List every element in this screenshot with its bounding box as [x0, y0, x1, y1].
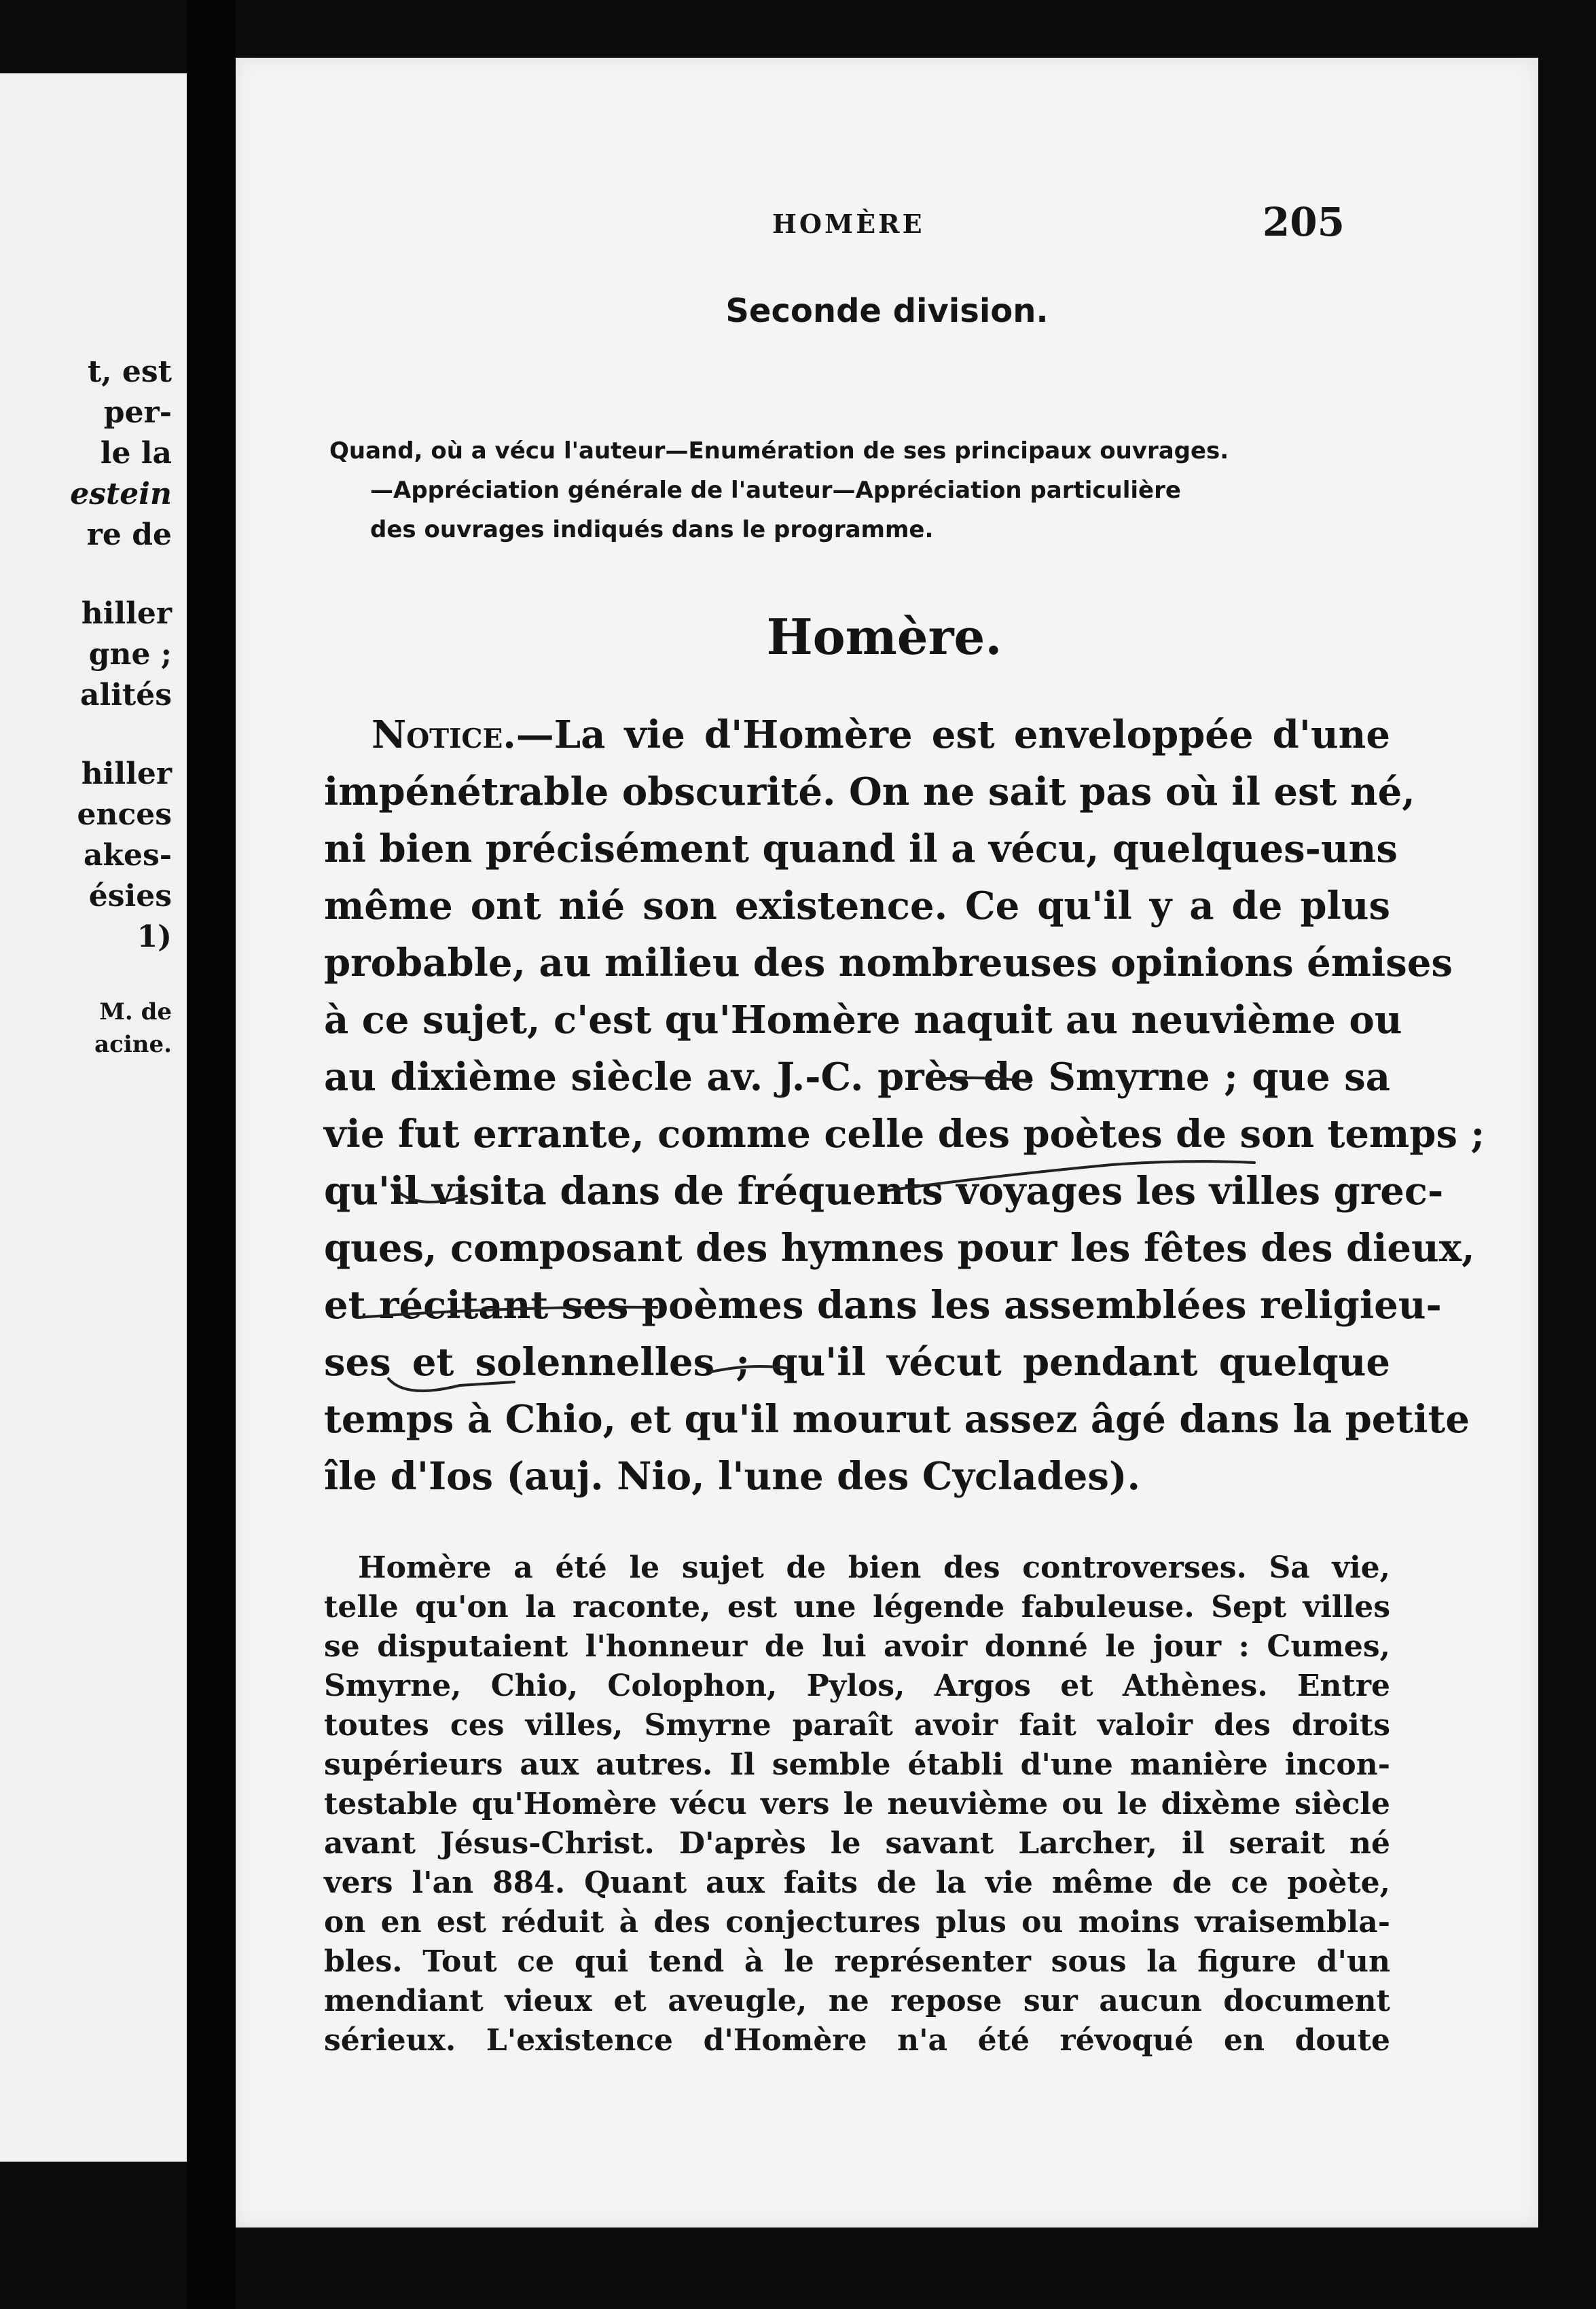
left-fragment-line: akes-	[83, 838, 172, 873]
section-outline	[329, 431, 1392, 549]
notice-line: probable, au milieu des nombreuses opinions émises	[324, 941, 1453, 985]
notice-line: à ce sujet, c'est qu'Homère naquit au neuvième ou	[324, 998, 1402, 1042]
section-title: Homère.	[766, 608, 1002, 666]
left-fragment-line: gne ;	[88, 637, 172, 672]
book-gutter	[187, 0, 236, 2309]
left-fragment-line: ésies	[88, 879, 172, 913]
division-title: Seconde division.	[725, 292, 1049, 330]
note-line: testable qu'Homère vécu vers le neuvième ou le dixème siècle	[324, 1787, 1390, 1821]
left-fragment-line: acine.	[94, 1031, 172, 1058]
notice-line: vie fut errante, comme celle des poètes de son temps ;	[324, 1112, 1485, 1157]
note-line: vers l'an 884. Quant aux faits de la vie même de ce poète,	[324, 1866, 1390, 1900]
notice-line-text: —La vie d'Homère est enveloppée d'une	[515, 712, 1390, 757]
notice-heading: Notice.	[371, 712, 516, 757]
note-line: telle qu'on la raconte, est une légende fabuleuse. Sept villes	[324, 1590, 1390, 1624]
outline-line: Quand, où a vécu l'auteur—Enumération de ses principaux ouvrages.	[329, 437, 1229, 465]
notice-line: impénétrable obscurité. On ne sait pas où il est né,	[324, 769, 1415, 814]
left-fragment-line: re de	[86, 517, 172, 552]
notice-line: au dixième siècle av. J.-C. près de Smyrne ; que sa	[324, 1055, 1390, 1099]
note-line: Homère a été le sujet de bien des controverses. Sa vie,	[358, 1550, 1390, 1585]
left-fragment-line: t, est	[87, 354, 172, 389]
note-line: toutes ces villes, Smyrne paraît avoir fait valoir des droits	[324, 1708, 1390, 1743]
left-fragment-line: hiller	[81, 757, 172, 791]
left-fragment-line: le la	[100, 436, 172, 471]
note-line: bles. Tout ce qui tend à le représenter sous la figure d'un	[324, 1944, 1390, 1979]
left-fragment-line: M. de	[99, 998, 172, 1025]
note-line: supérieurs aux autres. Il semble établi d'une manière incon-	[324, 1747, 1390, 1782]
left-fragment-line: ences	[77, 797, 172, 832]
page-number: 205	[1262, 199, 1345, 245]
note-line: avant Jésus-Christ. D'après le savant Larcher, il serait né	[324, 1826, 1390, 1861]
notice-line: ni bien précisément quand il a vécu, quelques-uns	[324, 826, 1398, 871]
left-fragment-line: alités	[79, 678, 172, 712]
outline-line: des ouvrages indiqués dans le programme.	[370, 516, 934, 543]
notice-paragraph	[324, 706, 1485, 1505]
left-fragment-line: per-	[103, 395, 172, 430]
left-fragment-line: hiller	[81, 596, 172, 631]
note-line: mendiant vieux et aveugle, ne repose sur aucun document	[324, 1984, 1390, 2018]
note-line: on en est réduit à des conjectures plus ou moins vraisembla-	[324, 1905, 1390, 1940]
notice-line: ques, composant des hymnes pour les fêtes des dieux,	[324, 1226, 1475, 1271]
notice-line	[324, 706, 1390, 763]
left-page-text	[70, 352, 172, 1061]
note-line: se disputaient l'honneur de lui avoir donné le jour : Cumes,	[324, 1629, 1390, 1664]
notice-line: qu'il visita dans de fréquents voyages les villes grec-	[324, 1169, 1444, 1214]
outline-line: —Appréciation générale de l'auteur—Appréciation particulière	[370, 477, 1181, 504]
notice-line: ses et solennelles ; qu'il vécut pendant quelque	[324, 1340, 1390, 1385]
note-line: sérieux. L'existence d'Homère n'a été révoqué en doute	[324, 2023, 1390, 2058]
left-fragment-line: 1)	[137, 920, 172, 954]
book-page	[236, 58, 1538, 2228]
note-line: Smyrne, Chio, Colophon, Pylos, Argos et Athènes. Entre	[324, 1669, 1390, 1703]
page-edge-shadow	[1538, 58, 1596, 2228]
left-page-fragment	[0, 73, 187, 2162]
note-paragraph	[324, 1548, 1390, 2060]
notice-line: île d'Ios (auj. Nio, l'une des Cyclades).	[324, 1454, 1140, 1499]
left-fragment-line: estein	[70, 477, 172, 511]
notice-line: temps à Chio, et qu'il mourut assez âgé dans la petite	[324, 1397, 1470, 1442]
running-head: HOMÈRE	[772, 208, 925, 239]
notice-line: et récitant ses poèmes dans les assemblées religieu-	[324, 1283, 1442, 1328]
notice-line: même ont nié son existence. Ce qu'il y a de plus	[324, 884, 1390, 928]
